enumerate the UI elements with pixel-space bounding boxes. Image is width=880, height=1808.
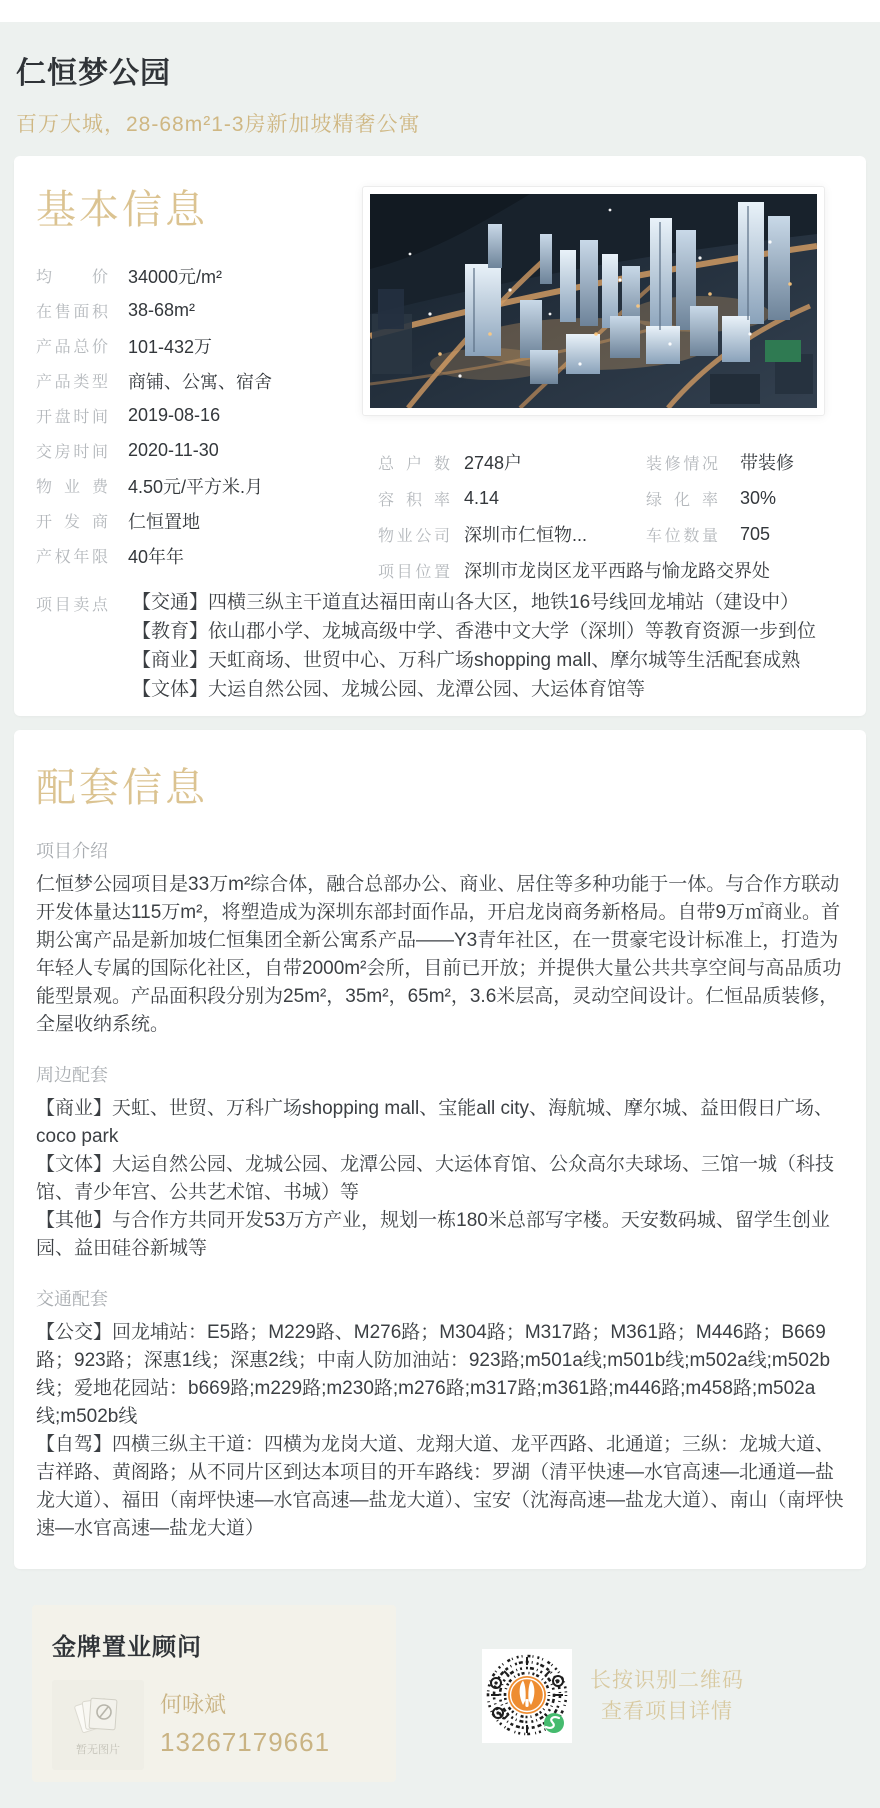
consultant-heading: 金牌置业顾问: [52, 1634, 202, 1661]
consultant-phone[interactable]: 13267179661: [160, 1727, 331, 1757]
basic-info-card: [14, 156, 866, 716]
basic-info-right-fields: [378, 444, 846, 588]
field-value: 30%: [740, 487, 777, 508]
amenities-card: [14, 730, 866, 1569]
qr-caption: [590, 1665, 744, 1727]
footer: [0, 1569, 880, 1782]
qr-section: [482, 1649, 744, 1743]
qr-code-image: [482, 1649, 572, 1743]
field-value: 2748户: [464, 453, 523, 473]
field-value: 2019-08-16: [128, 405, 221, 425]
header: [0, 22, 880, 156]
project-rendering-image[interactable]: [363, 187, 824, 415]
paragraph-project-intro: 仁恒梦公园项目是33万m²综合体，融合总部办公、商业、居住等多种功能于一体。与合作方联动开发体量达115万m²，将塑造成为深圳东部封面作品，开启龙岗商务新格局。自带9万㎡商业。首期公寓产品是新加坡仁恒集团全新公寓系产品——Y3青年社区，在一贯豪宅设计标准上，打造为年轻人专属的国际化社区，自带2000m²会所，目前已开放；并提供大量公共共享空间与高品质功能型景观。产品面积段分别为25m²，35m²，65m²，3.6米层高，灵动空间设计。仁恒品质装修，全屋收纳系统。: [36, 874, 842, 1035]
field-value: 仁恒置地: [128, 511, 200, 532]
city-night-render: [370, 194, 817, 408]
field-value: 深圳市仁恒物...: [464, 525, 588, 545]
field-value: 深圳市龙岗区龙平西路与愉龙路交界处: [464, 561, 770, 581]
field-value: 4.14: [464, 487, 500, 508]
consultant-photo-placeholder: [52, 1680, 144, 1770]
project-subtitle: 百万大城，28-68m²1-3房新加坡精奢公寓: [16, 113, 421, 136]
field-label: 绿化率: [646, 491, 718, 509]
field-opening-date: [36, 398, 366, 433]
field-value: 带装修: [740, 453, 794, 473]
amenities-section-title: 配套信息: [36, 766, 208, 810]
paragraph-surroundings-other: 【其他】与合作方共同开发53万方产业，规划一栋180米总部写字楼。天安数码城、留学生创业园、益田硅谷新城等: [36, 1210, 830, 1259]
paragraph-transport-bus: 【公交】回龙埔站：E5路；M229路、M276路；M304路；M317路；M361路；M446路；B669路；923路；深惠1线；深惠2线；中南人防加油站：923路;m501a线;m501b线;m502a线;m502b线；爱地花园站：b669路;m229路;m230路;m276路;m317路;m361路;m446路;m458路;m502a线;m502b线: [36, 1322, 831, 1427]
selling-points: [36, 588, 846, 704]
field-project-location: [378, 552, 846, 588]
selling-point-culture: 【文体】大运自然公园、龙城公园、龙潭公园、大运体育馆等: [132, 679, 646, 700]
field-label: 容积率: [378, 491, 450, 509]
field-product-type: [36, 363, 366, 398]
field-value: 40年年: [128, 546, 185, 567]
field-label: 开盘时间: [36, 409, 108, 426]
field-value: 38-68m²: [128, 300, 196, 320]
photo-placeholder-label: 暂无图片: [76, 1744, 120, 1756]
field-label: 产品类型: [36, 374, 108, 391]
field-label: 在售面积: [36, 304, 108, 321]
field-developer: [36, 503, 366, 538]
subsection-heading-intro: 项目介绍: [36, 841, 108, 861]
field-property-fee: [36, 468, 366, 503]
field-avg-price: [36, 258, 366, 293]
field-value: 4.50元/平方米.月: [128, 476, 264, 497]
field-label: 物业公司: [378, 527, 450, 545]
field-total-price: [36, 328, 366, 363]
field-label: 车位数量: [646, 527, 718, 545]
field-label: 总户数: [378, 455, 450, 473]
paragraph-surroundings-business: 【商业】天虹、世贸、万科广场shopping mall、宝能all city、海航城、摩尔城、益田假日广场、 coco park: [36, 1098, 834, 1147]
selling-point-traffic: 【交通】四横三纵主干道直达福田南山各大区，地铁16号线回龙埔站（建设中）: [132, 592, 800, 613]
field-on-sale-area: [36, 293, 366, 328]
qr-code[interactable]: [482, 1649, 572, 1743]
field-value: 34000元/m²: [128, 266, 223, 287]
field-label: 交房时间: [36, 444, 108, 461]
basic-info-section-title: 基本信息: [36, 188, 208, 232]
field-value: 705: [740, 523, 771, 544]
selling-point-business: 【商业】天虹商场、世贸中心、万科广场shopping mall、摩尔城等生活配套成熟: [132, 650, 801, 671]
field-label: 开发商: [36, 514, 108, 531]
paragraph-surroundings-culture: 【文体】大运自然公园、龙城公园、龙潭公园、大运体育馆、公众高尔夫球场、三馆一城（科技馆、青少年宫、公共艺术馆、书城）等: [36, 1154, 835, 1203]
photo-placeholder-icon: [71, 1693, 125, 1739]
field-label: 物业费: [36, 479, 108, 496]
field-value: 101-432万: [128, 336, 213, 357]
selling-points-label: 项目卖点: [36, 597, 108, 614]
field-label: 产品总价: [36, 339, 108, 356]
qr-caption-line2: 查看项目详情: [601, 1700, 733, 1723]
project-title: 仁恒梦公园: [16, 57, 171, 90]
field-value: 2020-11-30: [128, 440, 219, 460]
consultant-card: [32, 1605, 396, 1782]
field-delivery-date: [36, 433, 366, 468]
field-label: 产权年限: [36, 549, 108, 566]
top-strip: [0, 0, 880, 22]
consultant-name: 何咏斌: [160, 1692, 227, 1717]
subsection-heading-transport: 交通配套: [36, 1289, 108, 1309]
field-label: 装修情况: [646, 455, 718, 473]
paragraph-transport-drive: 【自驾】四横三纵主干道：四横为龙岗大道、龙翔大道、龙平西路、北通道；三纵：龙城大道、吉祥路、黄阁路；从不同片区到达本项目的开车路线：罗湖（清平快速—水官高速—北通道—盐龙大道）、福田（南坪快速—水官高速—盐龙大道）、宝安（沈海高速—盐龙大道）、南山（南坪快速—水官高速—盐龙大道）: [36, 1434, 844, 1539]
field-value: 商铺、公寓、宿舍: [128, 371, 272, 392]
field-label: 项目位置: [378, 563, 450, 581]
basic-info-left-fields: [36, 258, 366, 573]
field-label: 均价: [36, 269, 108, 286]
qr-caption-line1: 长按识别二维码: [590, 1669, 744, 1692]
field-ownership-years: [36, 538, 366, 573]
subsection-heading-surroundings: 周边配套: [36, 1065, 108, 1085]
selling-point-education: 【教育】依山郡小学、龙城高级中学、香港中文大学（深圳）等教育资源一步到位: [132, 621, 817, 642]
